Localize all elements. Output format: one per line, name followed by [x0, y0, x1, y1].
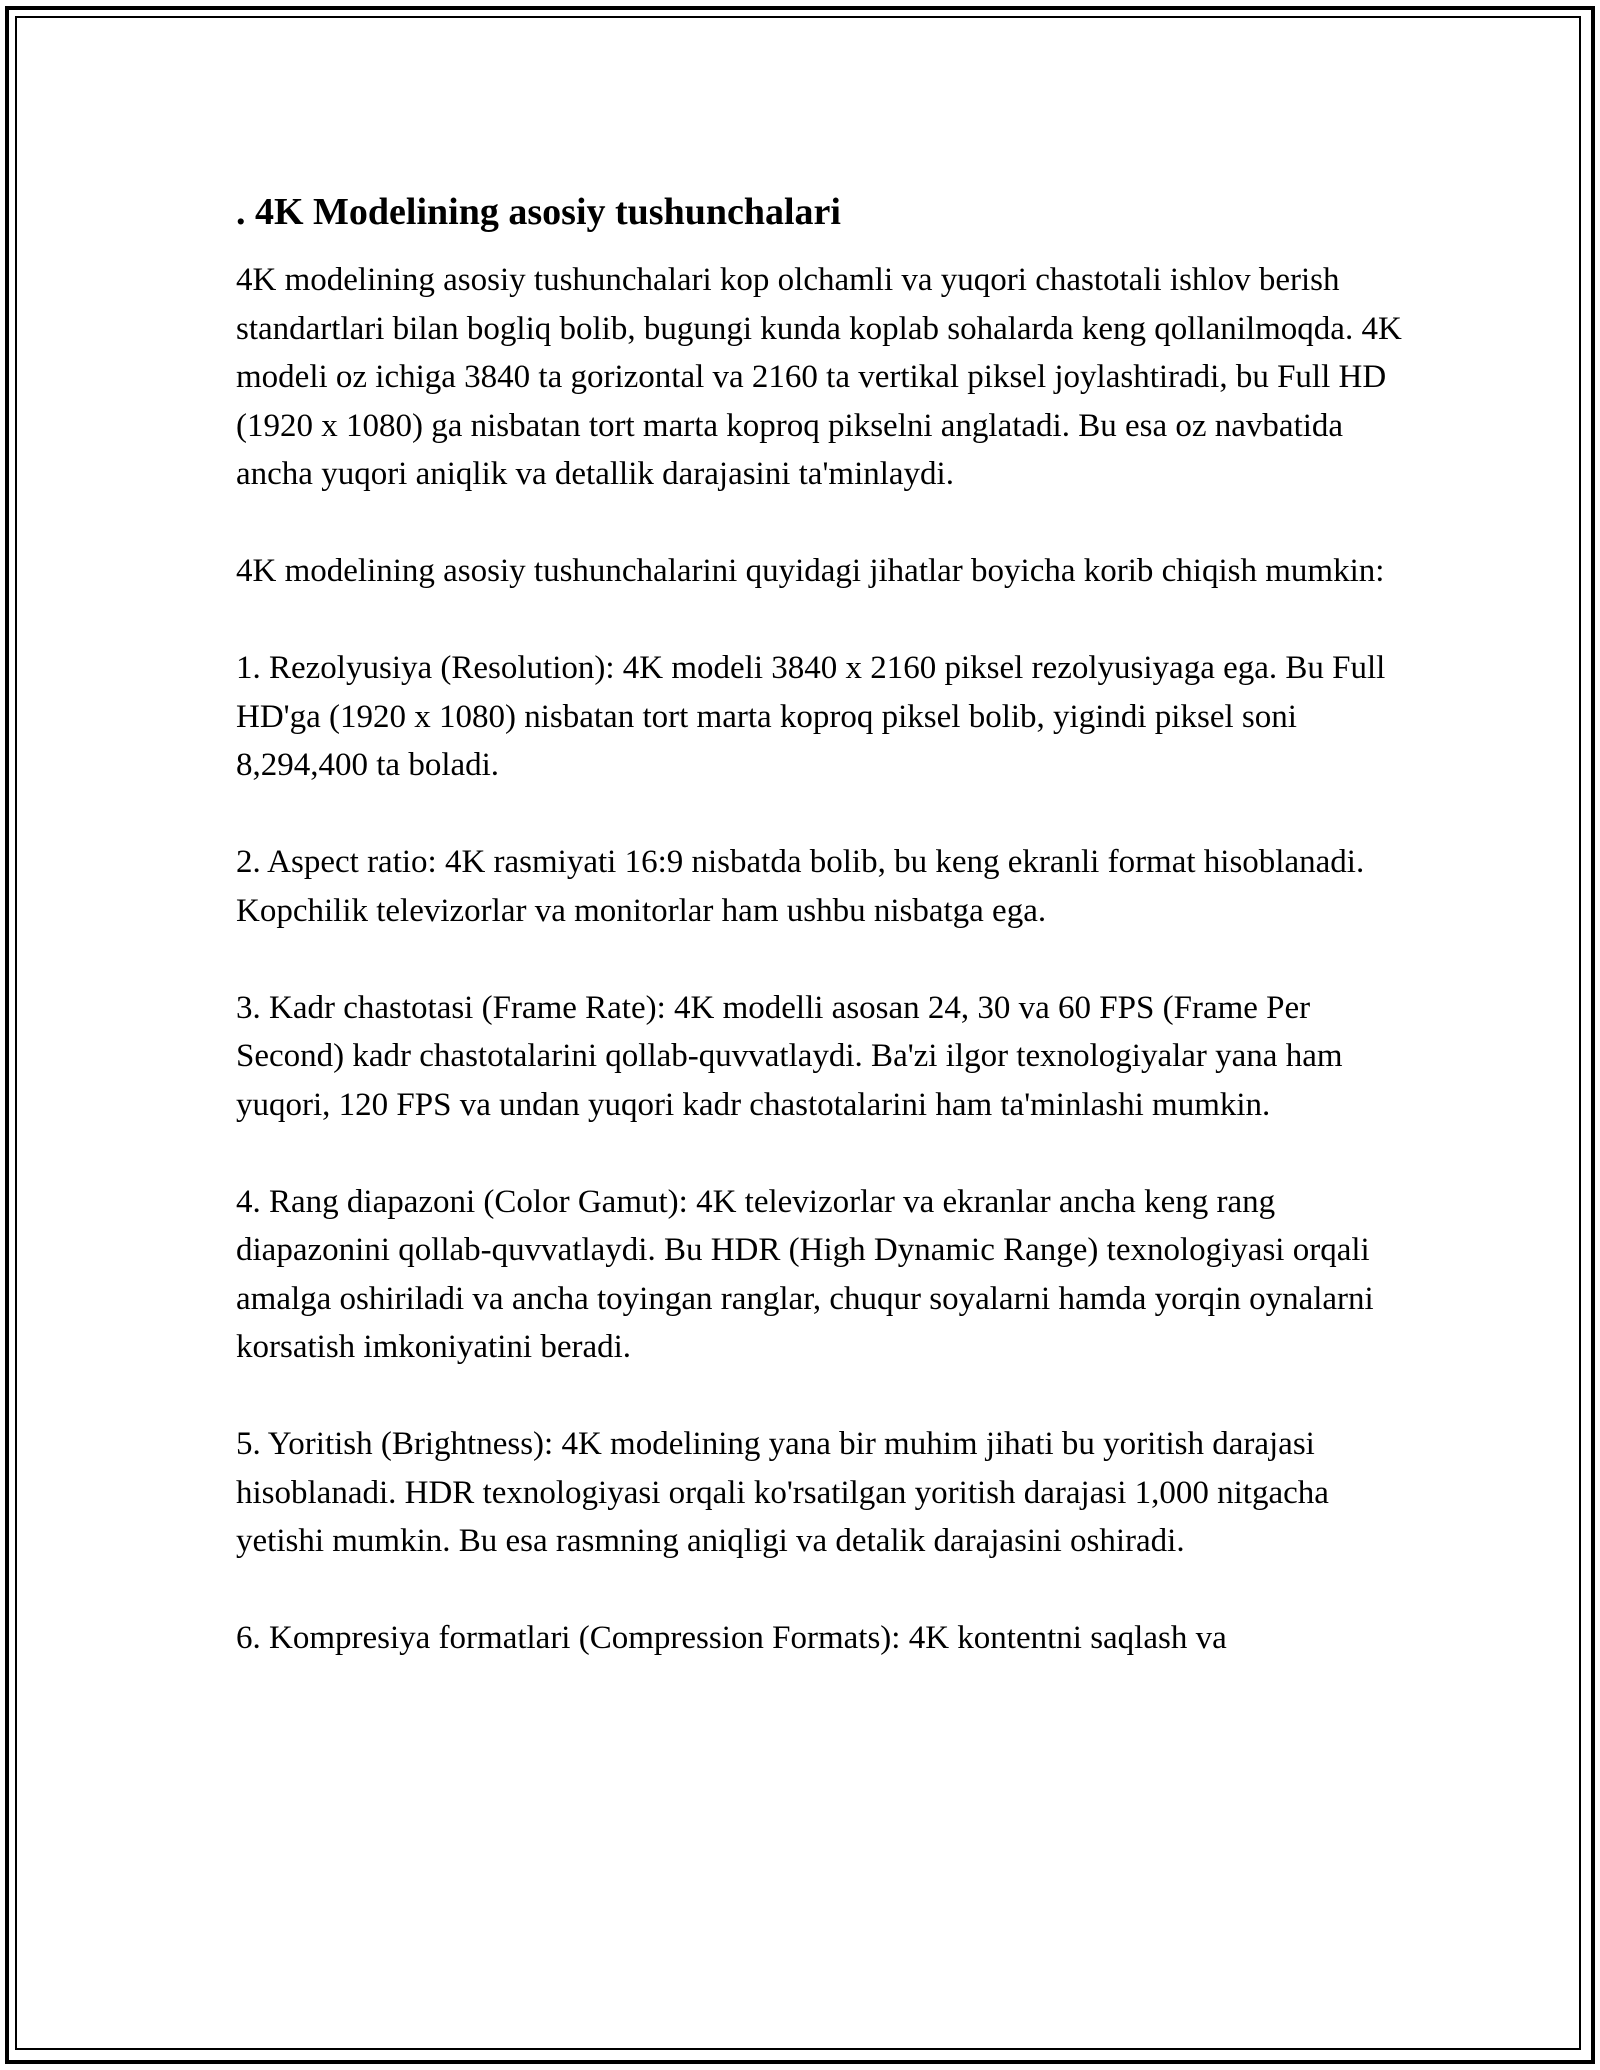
section-heading: . 4K Modelining asosiy tushunchalari: [236, 191, 841, 233]
aspects-intro-paragraph: 4K modelining asosiy tushunchalarini quyidagi jihatlar boyicha korib chiqish mumkin:: [236, 553, 1385, 589]
item-aspect-ratio: 2. Aspect ratio: 4K rasmiyati 16:9 nisbatda bolib, bu keng ekranli format hisoblanadi. Kopchilik televizorlar va monitorlar ham ushbu nisbatga ega.: [236, 844, 1365, 929]
intro-paragraph: 4K modelining asosiy tushunchalari kop olchamli va yuqori chastotali ishlov berish standartlari bilan bogliq bolib, bugungi kunda koplab sohalarda keng qollanilmoqda. 4K modeli oz ichiga 3840 ta gorizontal va 2160 ta vertikal piksel joylashtiradi, bu Full HD (1920 x 1080) ga nisbatan tort marta koproq pikselni anglatadi. Bu esa oz navbatida ancha yuqori aniqlik va detallik darajasini ta'minlaydi.: [236, 262, 1402, 492]
item-frame-rate: 3. Kadr chastotasi (Frame Rate): 4K modelli asosan 24, 30 va 60 FPS (Frame Per Second) kadr chastotalarini qollab-quvvatlaydi. Ba'zi ilgor texnologiyalar yana ham yuqori, 120 FPS va undan yuqori kadr chastotalarini ham ta'minlashi mumkin.: [236, 989, 1343, 1123]
item-resolution: 1. Rezolyusiya (Resolution): 4K modeli 3840 x 2160 piksel rezolyusiyaga ega. Bu Full HD'ga (1920 x 1080) nisbatan tort marta koproq piksel bolib, yigindi piksel soni 8,294,400 ta boladi.: [236, 650, 1386, 783]
item-color-gamut: 4. Rang diapazoni (Color Gamut): 4K televizorlar va ekranlar ancha keng rang diapazonini qollab-quvvatlaydi. Bu HDR (High Dynamic Range) texnologiyasi orqali amalga oshiriladi va ancha toyingan ranglar, chuqur soyalarni hamda yorqin oynalarni korsatish imkoniyatini beradi.: [236, 1183, 1374, 1365]
item-compression-formats: 6. Kompresiya formatlari (Compression Formats): 4K kontentni saqlash va: [236, 1620, 1227, 1656]
item-brightness: 5. Yoritish (Brightness): 4K modelining yana bir muhim jihati bu yoritish darajasi hisoblanadi. HDR texnologiyasi orqali ko'rsatilgan yoritish darajasi 1,000 nitgacha yetishi mumkin. Bu esa rasmning aniqligi va detalik darajasini oshiradi.: [236, 1426, 1329, 1559]
document-body: [236, 188, 1416, 1711]
